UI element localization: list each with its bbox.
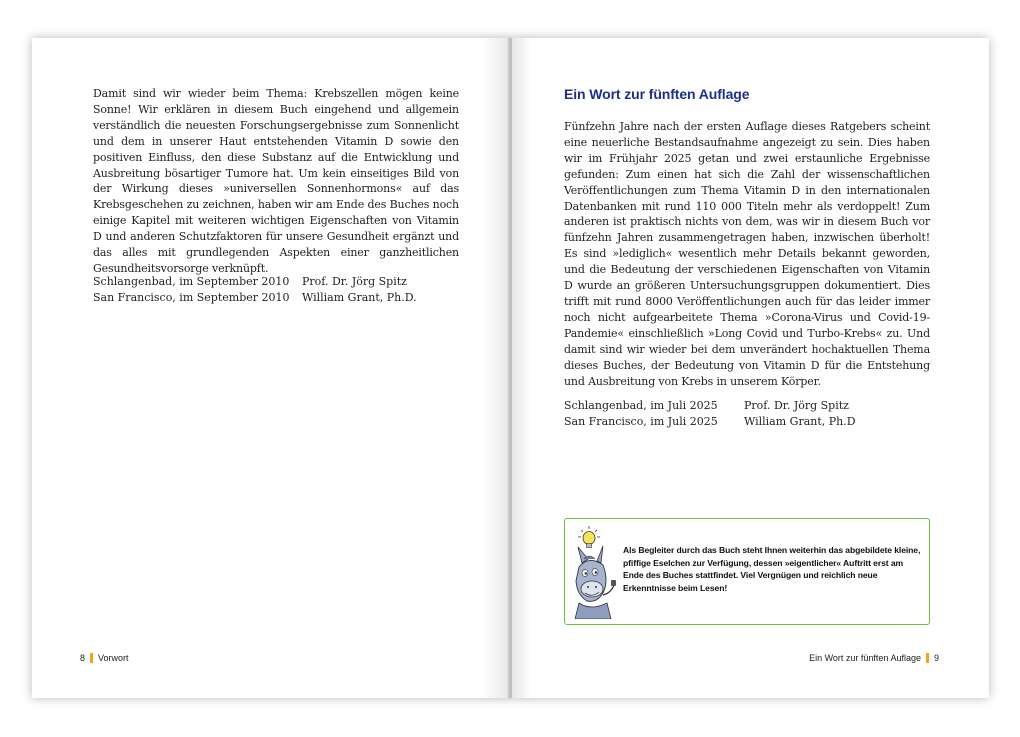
infobox-text: Als Begleiter durch das Buch steht Ihnen weiterhin das abgebildete kleine, pfiffige Eselchen zur Verfügung, dessen »eigentlicher« Auftritt erst am Ende des Buches stattfindet. Viel Vergnügen und reichlich neue Erkenntnisse beim Lesen! <box>623 545 921 593</box>
book-spread <box>32 38 989 698</box>
running-footer-section: Vorwort <box>98 653 129 663</box>
left-page <box>32 38 510 698</box>
signature-place: Schlangenbad, im Juli 2025 <box>564 399 718 412</box>
signature-name: Prof. Dr. Jörg Spitz <box>744 399 849 412</box>
left-page-footer <box>80 653 129 663</box>
right-page-footer <box>809 653 939 663</box>
donkey-with-lightbulb-icon <box>567 523 621 619</box>
page-number: 9 <box>933 653 939 663</box>
right-signature-names <box>744 398 856 430</box>
left-signature-names <box>302 274 417 306</box>
page-number: 8 <box>80 653 86 663</box>
signature-place: San Francisco, im September 2010 <box>93 290 290 304</box>
right-page <box>512 38 989 698</box>
signature-name: Prof. Dr. Jörg Spitz <box>302 275 407 288</box>
running-footer-section: Ein Wort zur fünften Auflage <box>809 653 921 663</box>
left-signature-places <box>93 274 290 306</box>
companion-infobox <box>564 518 930 625</box>
right-body-paragraph: Fünfzehn Jahre nach der ersten Auflage dieses Ratgebers scheint eine neuerliche Bestandsaufnahme angezeigt zu sein. Dies haben wir im Frühjahr 2025 getan und zwei erstaunliche Ergebnisse gefunden: Zum einen hat sich die Zahl der wissenschaftlichen Veröffentlichungen zum Thema Vitamin D in den internationalen Datenbanken mit rund 110 000 Titeln mehr als verdoppelt! Zum anderen ist praktisch nichts von dem, was wir in diesem Buch vor fünfzehn Jahren zusammengetragen haben, inzwischen überholt! Es sind »lediglich« wesentlich mehr Details bekannt geworden, und die Bedeutung der verschiedenen Eigenschaften von Vitamin D wurde an größeren Untersuchungsgruppen dokumentiert. Dies trifft mit rund 8000 Veröffentlichungen auch für das leider immer noch nicht aufgearbeitete Thema »Corona-Virus und Covid-19-Pandemie« einschließlich »Long Covid und Turbo-Krebs« zu. Und damit sind wir wieder bei dem unverändert hochaktuellen Thema dieses Buches, der Bedeutung von Vitamin D für die Entstehung und Ausbreitung von Krebs in unserem Körper. <box>564 120 930 388</box>
left-body-paragraph: Damit sind wir wieder beim Thema: Krebszellen mögen keine Sonne! Wir erklären in diesem Buch eingehend und allgemein verständlich die neuesten Forschungsergebnisse zum Sonnenlicht und dem in unserer Haut entstehenden Vitamin D sowie den positiven Einfluss, den diese Substanz auf die Entwicklung und Ausbreitung bösartiger Tumore hat. Um kein einseitiges Bild von der Wirkung dieses »universellen Sonnenhormons« auf das Krebsgeschehen zu zeichnen, haben wir am Ende des Buches noch einige Kapitel mit weiteren wichtigen Eigenschaften von Vitamin D und anderen Schutzfaktoren für unsere Gesundheit ergänzt und das alles mit grundlegenden Aspekten einer ganzheitlichen Gesundheitsvorsorge verknüpft. <box>93 87 459 275</box>
signature-name: William Grant, Ph.D <box>744 414 856 428</box>
right-signature-places <box>564 398 718 430</box>
footer-accent-bar <box>90 653 93 663</box>
signature-place: Schlangenbad, im September 2010 <box>93 275 290 288</box>
footer-accent-bar <box>926 653 929 663</box>
section-heading: Ein Wort zur fünften Auflage <box>564 86 750 102</box>
signature-name: William Grant, Ph.D. <box>302 290 417 304</box>
signature-place: San Francisco, im Juli 2025 <box>564 414 718 428</box>
